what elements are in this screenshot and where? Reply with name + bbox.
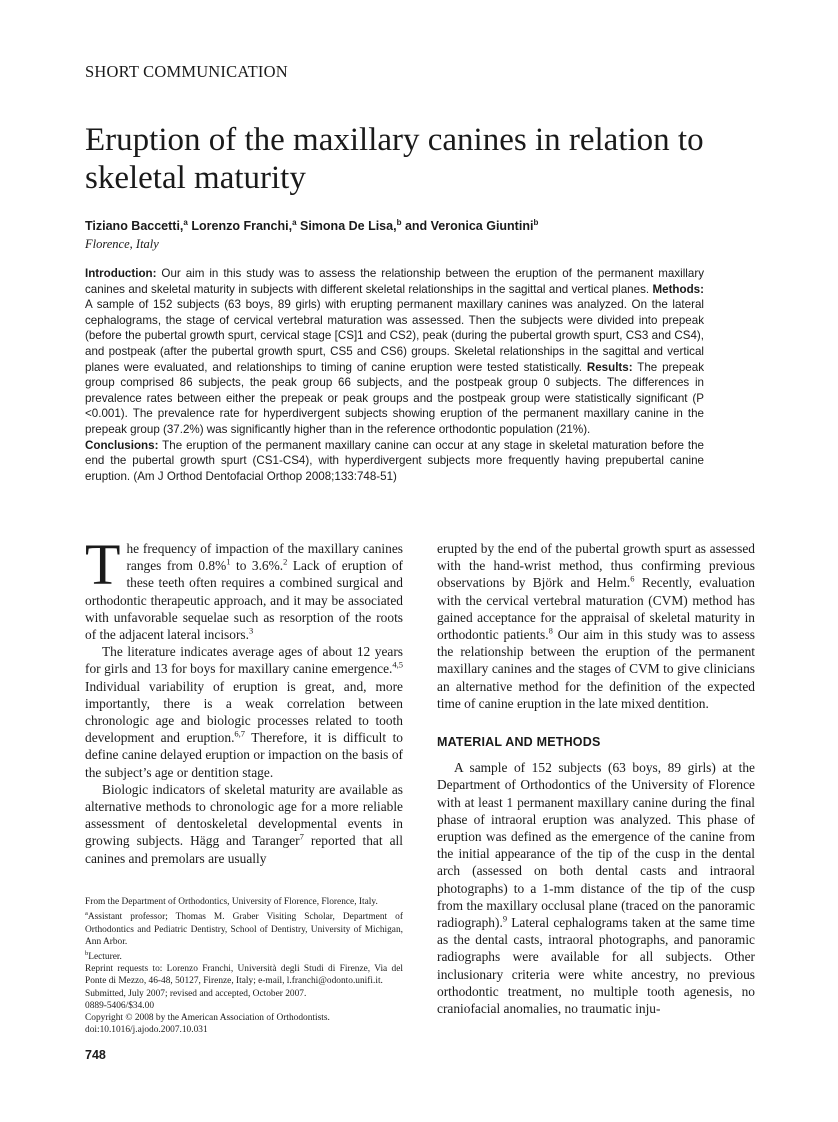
footnote-mark: b [85,949,89,957]
abstract [85,266,704,484]
footnote-mark: a [85,910,88,918]
paragraph-text: The literature indicates average ages of about 12 years for girls and 13 for boys for maxillary canine emergence. [85,644,403,677]
paragraph-text: Individual variability of eruption is great, and, more importantly, there is a weak correlation between chronologic age and biologic processes related to tooth development and eruption. [85,678,403,746]
author-name: Lorenzo Franchi, [191,219,293,234]
abstract-conclusions-text: The eruption of the permanent maxillary canine can occur at any stage in skeletal maturation before the end the pubertal growth spurt (CS1-CS4), with hyperdivergent subjects more frequently having prepubertal canine eruption. (Am J Orthod Dentofacial Orthop 2008;133:748-51) [85,438,704,483]
page-number: 748 [85,1048,106,1062]
author-affil-mark: b [533,218,539,227]
paragraph-text: Biologic indicators of skeletal maturity are available as alternative methods to chronologic age for a more reliable assessment of dentoskeletal developmental events in growing subjects. Hägg and Taranger [85,781,403,849]
author-name: Tiziano Baccetti, [85,219,184,234]
body-paragraph [437,540,755,712]
abstract-methods-label: Methods: [652,282,704,296]
author-location: Florence, Italy [85,237,159,251]
citation-ref[interactable]: 6,7 [234,728,246,739]
citation-ref[interactable]: 6 [630,573,635,584]
footnote-issn: 0889-5406/$34.00 [85,1000,155,1011]
abstract-intro-text: Our aim in this study was to assess the relationship between the eruption of the permanent maxillary canines and skeletal maturity in subjects with different skeletal relationships in the sagittal and vertical planes. [85,267,704,296]
citation-ref[interactable]: 8 [548,625,553,636]
citation-ref[interactable]: 4,5 [392,659,403,670]
paragraph-text: reported that all canines and premolars are usually [85,833,403,866]
paragraph-text: Our aim in this study was to assess the relationship between the eruption of the permanent maxillary canines and the stages of CVM to give clinicians an alternative method for the definition of the expected time of canine eruption in the late mixed dentition. [437,627,755,711]
footnote-reprint: Reprint requests to: Lorenzo Franchi, Università degli Studi di Firenze, Via del Ponte di Mezzo, 46-48, 50127, Firenze, Italy; e-mail, l.franchi@odonto.unifi.it. [85,964,403,987]
author-affil-mark: a [183,218,188,227]
paragraph-text: Lack of eruption of these teeth often requires a combined surgical and orthodontic therapeutic approach, and it may be associated with unfavorable sequelae such as resorption of the roots of the adjacent lateral incisors. [85,558,403,643]
citation-ref[interactable]: 7 [299,831,304,842]
body-paragraph [85,781,403,867]
footnote-submitted: Submitted, July 2007; revised and accepted, October 2007. [85,988,307,999]
footnote-text: Assistant professor; Thomas M. Graber Visiting Scholar, Department of Orthodontics and Pediatric Dentistry, School of Dentistry, University of Michigan, Ann Arbor. [85,912,403,947]
abstract-intro-label: Introduction: [85,267,157,280]
footnote-text: Lecturer. [88,952,122,963]
drop-cap: T [85,532,121,597]
paragraph-text: Recently, evaluation with the cervical vertebral maturation (CVM) method has gained acceptance for the appraisal of skeletal maturity in orthodontic patients. [437,575,755,643]
footnote-institution: From the Department of Orthodontics, University of Florence, Florence, Italy. [85,897,378,907]
citation-ref[interactable]: 1 [226,556,231,567]
abstract-results-label: Results: [586,360,633,374]
footnote-affil-b [85,948,403,963]
section-heading: MATERIAL AND METHODS [437,735,601,750]
abstract-results-text: The prepeak group comprised 86 subjects, the peak group 66 subjects, and the postpeak group 0 subjects. The differences in prevalence rates between either the prepeak or peak groups and the postpeak group were statistically significant (P <0.001). The prevalence rate for hyperdivergent subjects showing eruption of the permanent maxillary canine in the prepeak group (37.2%) was significantly higher than in the reference orthodontic population (21%). [85,360,704,436]
footnote-affil-a [85,908,403,948]
citation-ref[interactable]: 2 [283,556,288,567]
author-list [85,218,538,233]
citation-ref[interactable]: 9 [502,913,508,924]
article-title: Eruption of the maxillary canines in relation to skeletal maturity [85,122,704,196]
paragraph-text: to 3.6%. [230,558,284,574]
footnote-copyright: Copyright © 2008 by the American Association of Orthodontists. [85,1013,330,1024]
body-paragraph [85,643,403,781]
paragraph-text: A sample of 152 subjects (63 boys, 89 girls) at the Department of Orthodontics of the University of Florence with at least 1 permanent maxillary canine during the final phase of intraoral eruption was analyzed. This phase of eruption was defined as the emergence of the canine from the initial appearance of the tip of the cusp in the dental arch (assessed on both dental casts and intraoral photographs) to a 1-mm distance of the tip of the cusp from the maxillary occlusal plane (traced on the panoramic radiograph). [437,760,755,931]
abstract-methods-text: A sample of 152 subjects (63 boys, 89 girls) with erupting permanent maxillary canines was analyzed. On the lateral cephalograms, the stage of cervical vertebral maturation was assessed. Then the subjects were divided into prepeak (before the pubertal growth spurt, cervical stage [CS]1 and CS2), peak (during the pubertal growth spurt, CS3 and CS4), and postpeak (after the pubertal growth spurt, CS5 and CS6) groups. Skeletal relationships in the sagittal and vertical planes were evaluated, and relationships to timing of canine eruption were tested statistically. [85,298,704,374]
section-label: SHORT COMMUNICATION [85,62,288,81]
body-column-right [437,540,755,1017]
body-paragraph [437,759,755,1017]
footnotes [85,896,403,1036]
citation-ref[interactable]: 3 [248,625,254,636]
body-column-left [85,532,403,867]
paragraph-text: he frequency of impaction of the maxillary canines ranges from 0.8% [126,541,403,574]
body-paragraph [85,532,403,643]
author-affil-mark: b [396,218,402,227]
paragraph-text: Lateral cephalograms taken at the same time as the dental casts, intraoral photographs, and panoramic radiographs were available for all subjects. Other inclusionary criteria were white ancestry, no previous orthodontic treatment, no multiple tooth agenesis, no craniofacial anomalies, no traumatic inju- [437,915,755,1017]
author-affil-mark: a [292,218,297,227]
author-name: and Veronica Giuntini [404,219,534,234]
author-name: Simona De Lisa, [300,219,397,234]
footnote-doi: doi:10.1016/j.ajodo.2007.10.031 [85,1025,208,1036]
paragraph-text: erupted by the end of the pubertal growth spurt as assessed with the hand-wrist method, thus confirming previous observations by Björk and Helm. [437,541,755,591]
abstract-conclusions-label: Conclusions: [85,438,159,452]
paragraph-text: Therefore, it is difficult to define canine delayed eruption or impaction on the basis of the subject’s age or dentition stage. [85,730,403,780]
